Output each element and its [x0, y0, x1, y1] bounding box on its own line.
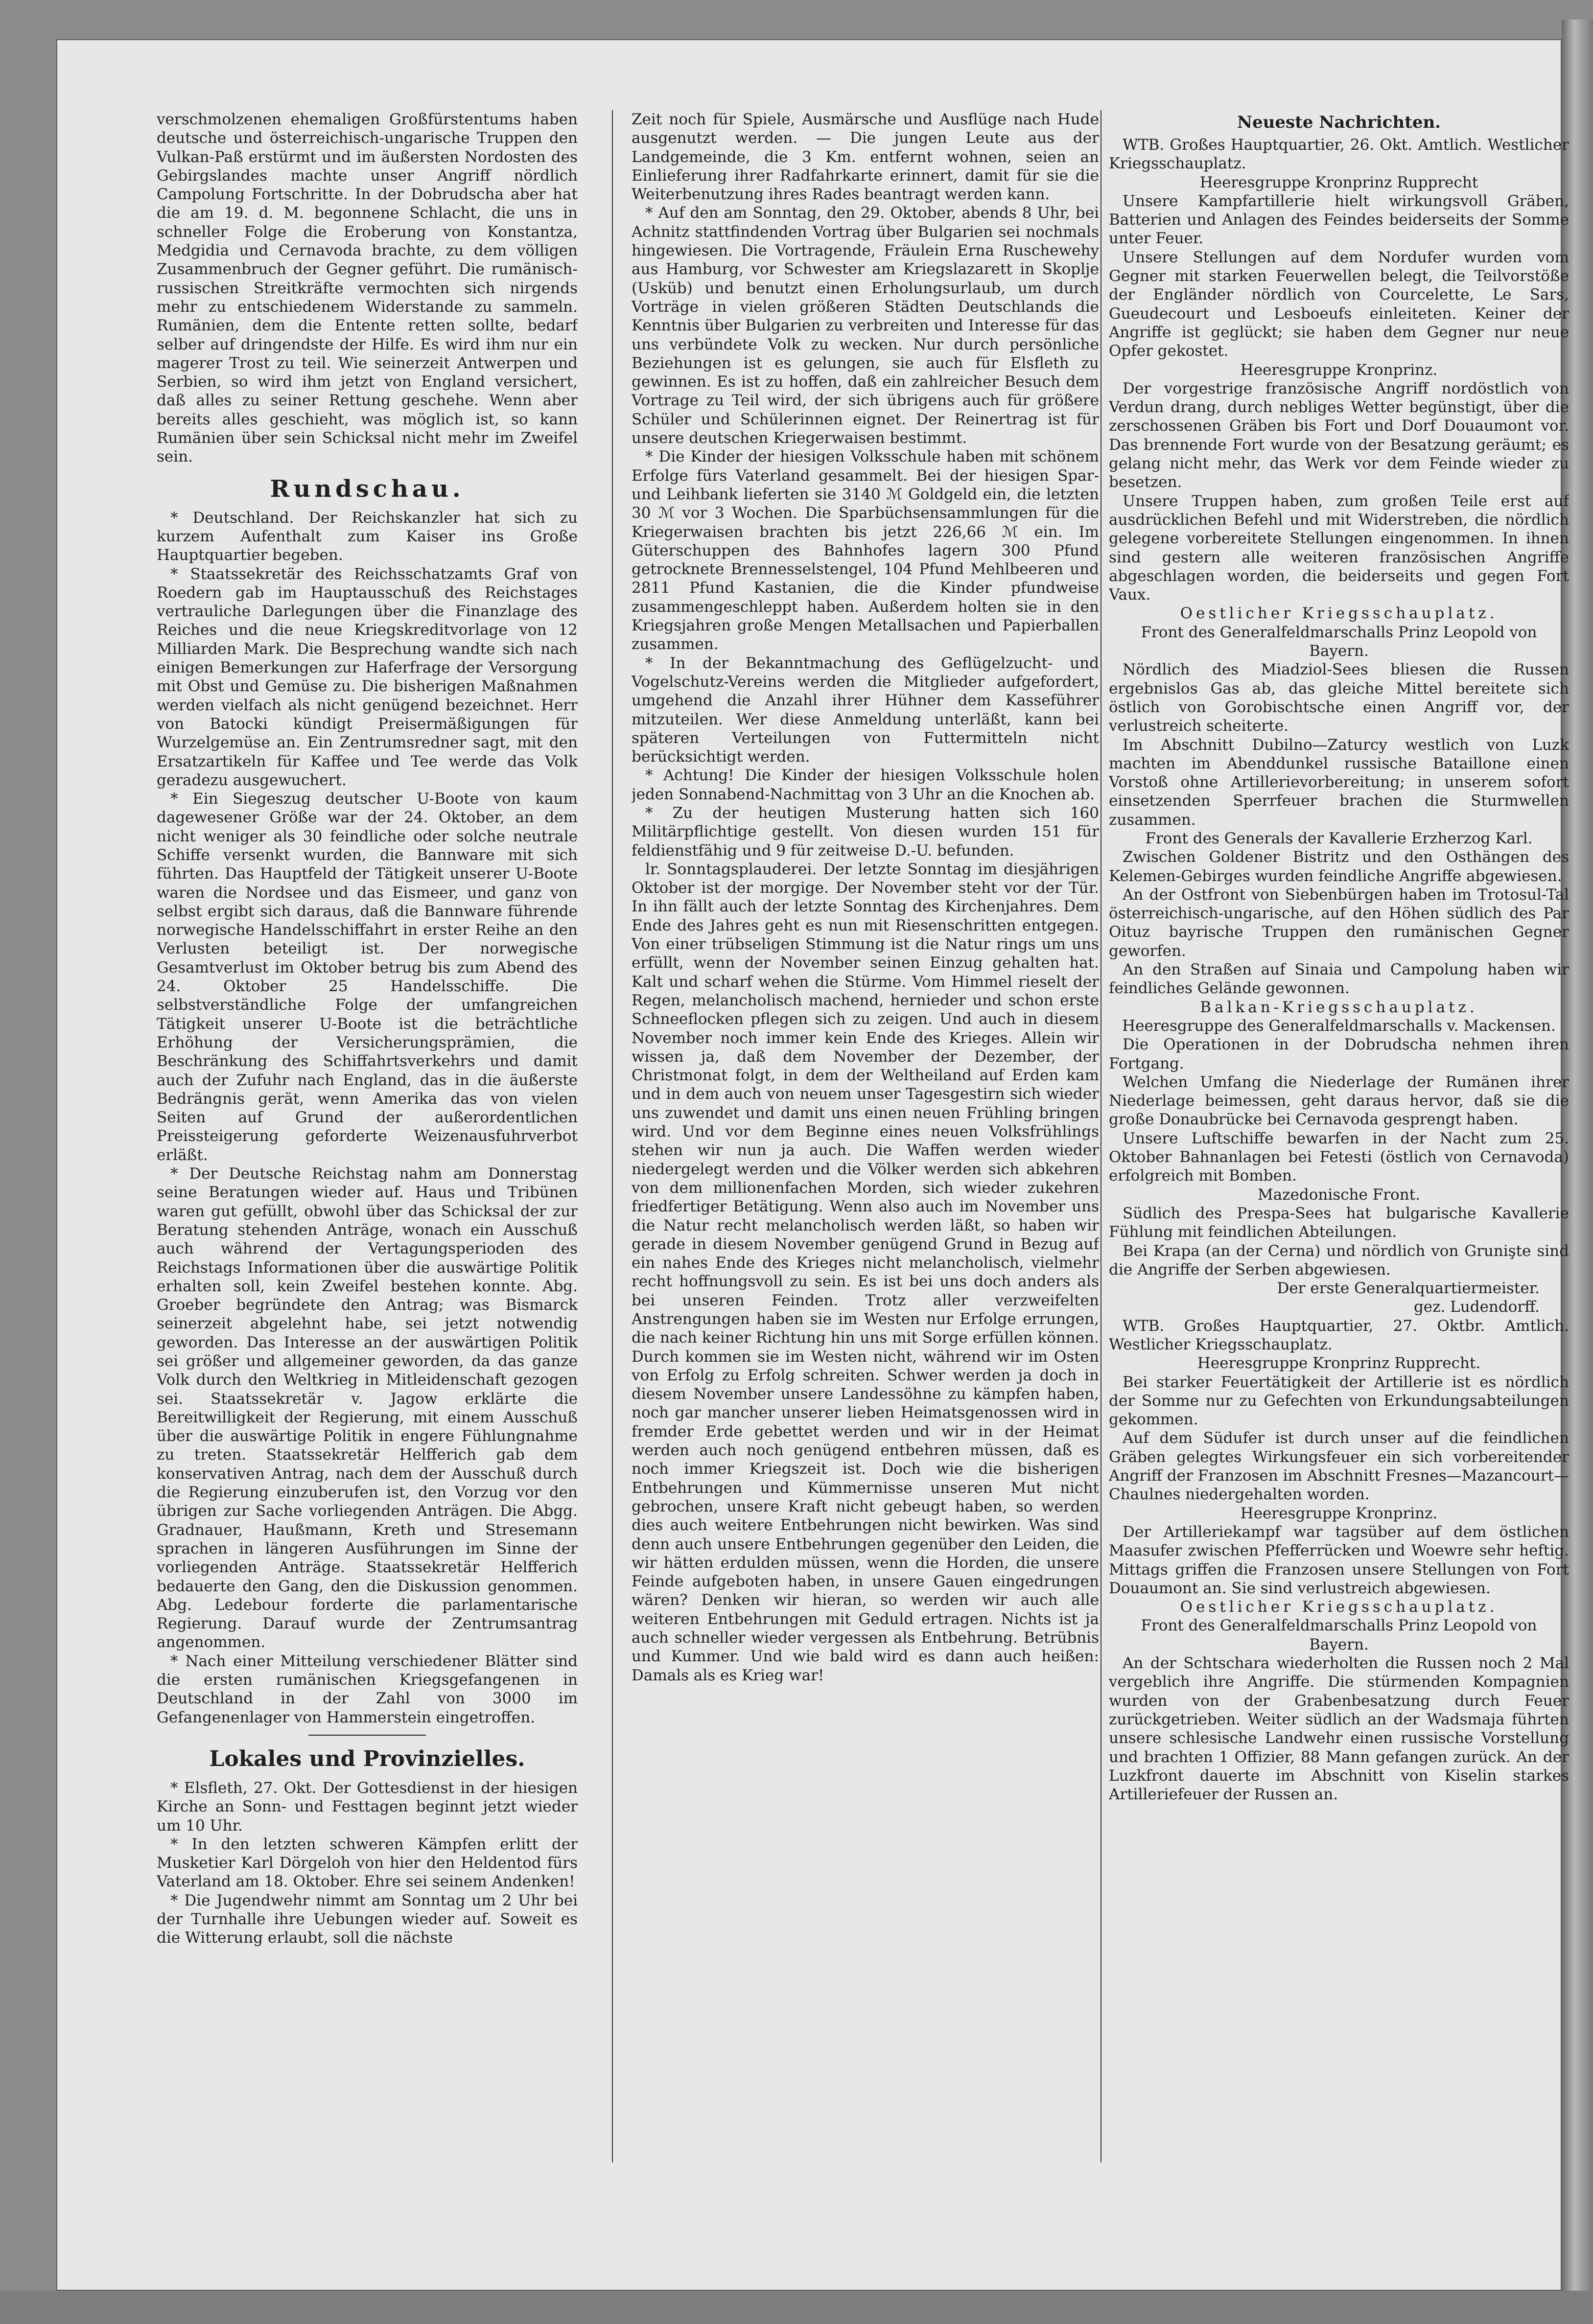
article-paragraph: Der vorgestrige französische Angriff nordöstlich von Verdun drang, durch nebliges Wetter begünstigt, über die zerschossenen Gräben bis Fort und Dorf Douaumont vor. Das brennende Fort wurde von der Besatzung geräumt; es gelang nicht mehr, das Werk vor dem Feinde wieder zu besetzen.: [1109, 379, 1569, 491]
signature-line: gez. Ludendorff.: [1413, 1298, 1540, 1316]
article-paragraph: Unsere Kampfartillerie hielt wirkungsvoll Gräben, Batterien und Anlagen des Feindes beiderseits der Somme unter Feuer.: [1109, 192, 1569, 248]
column-middle: [632, 110, 1099, 2162]
article-paragraph: Zwischen Goldener Bistritz und den Osthängen des Kelemen-Gebirges wurden feindliche Angriffe abgewiesen.: [1109, 848, 1569, 885]
column-rule: [612, 110, 613, 2162]
report-subheading: Front des Generalfeldmarschalls Prinz Leopold von Bayern.: [1141, 1617, 1537, 1653]
report-subheading: Oestlicher Kriegsschauplatz.: [1180, 604, 1498, 623]
article-paragraph: Bei starker Feuertätigkeit der Artillerie ist es nördlich der Somme nur zu Gefechten von Erkundungsabteilungen gekommen.: [1109, 1373, 1569, 1429]
column-left: [157, 110, 578, 2162]
report-subheading: Front des Generalfeldmarschalls Prinz Leopold von Bayern.: [1141, 623, 1537, 660]
article-paragraph: * In den letzten schweren Kämpfen erlitt der Musketier Karl Dörgeloh von hier den Heldentod fürs Vaterland am 18. Oktober. Ehre sei seinem Andenken!: [157, 1835, 578, 1891]
article-paragraph: An der Ostfront von Siebenbürgen haben im Trotosul-Tal österreichisch-ungarische, auf den Höhen südlich des Par Oituz bayrische Truppen den rumänischen Gegner geworfen.: [1109, 885, 1569, 960]
article-paragraph: * Auf den am Sonntag, den 29. Oktober, abends 8 Uhr, bei Achnitz stattfindenden Vortrag über Bulgarien sei nochmals hingewiesen. Die Vortragende, Fräulein Erna Ruschewehy aus Hamburg, vor Schwester am Kriegslazarett in Skoplje (Usküb) und benutzt einen Erholungsurlaub, um durch Vorträge in vielen größeren Städten Deutschlands die Kenntnis über Bulgarien zu verbreiten und Interesse für das uns verbündete Volk zu wecken. Nur durch persönliche Beziehungen ist es gelungen, sie auch für Elsfleth zu gewinnen. Es ist zu hoffen, daß ein zahlreicher Besuch dem Vortrage zu Teil wird, der sich übrigens auch für größere Schüler und Schülerinnen eignet. Der Reinertrag ist für unsere deutschen Kriegerwaisen bestimmt.: [632, 204, 1099, 447]
article-paragraph: An der Schtschara wiederholten die Russen noch 2 Mal vergeblich ihre Angriffe. Die stürmenden Kompagnien wurden von der Grabenbesatzung durch Feuer zurückgetrieben. Weiter südlich an der Wadsmaja führten unsere schlesische Landwehr einen russische Vorstellung und brachten 1 Offizier, 88 Mann gefangen zurück. An der Luzkfront dauerte im Abschnitt von Kiselin starkes Artilleriefeuer der Russen an.: [1109, 1654, 1569, 1804]
article-paragraph: * Die Kinder der hiesigen Volksschule haben mit schönem Erfolge fürs Vaterland gesammelt. Bei der hiesigen Spar- und Leihbank lieferten sie 3140 ℳ Goldgeld ein, die letzten 30 ℳ vor 3 Wochen. Die Sparbüchsensammlungen für die Kriegerwaisen brachten bis jetzt 226,66 ℳ ein. Im Güterschuppen des Bahnhofes lagern 300 Pfund getrocknete Brennesselstengel, 104 Pfund Mehlbeeren und 2811 Pfund Kastanien, die die Kinder pfundweise zusammengeschleppt haben. Außerdem holten sie in den Kriegsjahren große Mengen Metallsachen und Papierballen zusammen.: [632, 448, 1099, 653]
article-paragraph: Auf dem Südufer ist durch unser auf die feindlichen Gräben gelegtes Wirkungsfeuer ein sich vorbereitender Angriff der Franzosen im Abschnitt Fresnes—Mazancourt—Chaulnes niedergehalten worden.: [1109, 1429, 1569, 1504]
article-paragraph: Der Artilleriekampf war tagsüber auf dem östlichen Maasufer zwischen Pfefferrücken und Woewre sehr heftig. Mittags griffen die Franzosen unsere Stellungen von Fort Douaumont an. Sie sind verlustreich abgewiesen.: [1109, 1523, 1569, 1597]
article-paragraph: * Staatssekretär des Reichsschatzamts Graf von Roedern gab im Hauptausschuß des Reichstages vertrauliche Darlegungen über die Finanzlage des Reiches und die neue Kriegskreditvorlage von 12 Milliarden Mark. Die Besprechung wandte sich nach einigen Bemerkungen zur Haferfrage der Versorgung mit Obst und Gemüse zu. Die bisherigen Maßnahmen werden vielfach als nicht genügend bezeichnet. Herr von Batocki kündigt Preisermäßigungen für Wurzelgemüse an. Ein Zentrumsredner sagt, mit den Ersatzartikeln für Kaffee und Tee werde das Volk geradezu ausgewuchert.: [157, 565, 578, 789]
article-paragraph: * Achtung! Die Kinder der hiesigen Volksschule holen jeden Sonnabend-Nachmittag von 3 Uhr an die Knochen ab.: [632, 767, 1099, 803]
article-paragraph: * Elsfleth, 27. Okt. Der Gottesdienst in der hiesigen Kirche an Sonn- und Festtagen beginnt jetzt wieder um 10 Uhr.: [157, 1779, 578, 1835]
article-paragraph: Unsere Truppen haben, zum großen Teile erst auf ausdrücklichen Befehl und mit Widerstreben, die nördlich gelegene vorbereitete Stellungen eingenommen. In ihnen sind gestern alle weiteren französischen Angriffe abgeschlagen worden, die beiderseits und gegen Fort Vaux.: [1109, 492, 1569, 604]
section-heading: Lokales und Provinzielles.: [209, 1746, 525, 1771]
article-paragraph: * In der Bekanntmachung des Geflügelzucht- und Vogelschutz-Vereins werden die Mitglieder aufgefordert, umgehend die Anzahl ihrer Hühner dem Kasseführer mitzuteilen. Wer diese Anmeldung unterläßt, kann bei späteren Verteilungen von Futtermitteln nicht berücksichtigt werden.: [632, 654, 1099, 766]
article-paragraph: An den Straßen auf Sinaia und Campolung haben wir feindliches Gelände gewonnen.: [1109, 961, 1569, 998]
article-paragraph: Im Abschnitt Dubilno—Zaturcy westlich von Luzk machten im Abenddunkel russische Bataillone einen Vorstoß ohne Artillerievorbereitung; in unserem sofort einsetzenden Sperrfeuer brachen die Sturmwellen zusammen.: [1109, 736, 1569, 829]
section-heading: Rundschau.: [270, 475, 465, 503]
article-paragraph: Nördlich des Miadziol-Sees bliesen die Russen ergebnislos Gas ab, das gleiche Mittel bereitete sich östlich von Gorobischtsche einen Angriff vor, der verlustreich scheiterte.: [1109, 661, 1569, 735]
article-paragraph: Bei Krapa (an der Cerna) und nördlich von Grunişte sind die Angriffe der Serben abgewiesen.: [1109, 1242, 1569, 1278]
report-dateline: WTB. Großes Hauptquartier, 27. Oktbr. Amtlich. Westlicher Kriegsschauplatz.: [1109, 1317, 1569, 1353]
section-heading: Neueste Nachrichten.: [1237, 113, 1441, 132]
article-paragraph: * Die Jugendwehr nimmt am Sonntag um 2 Uhr bei der Turnhalle ihre Uebungen wieder auf. Soweit es die Witterung erlaubt, soll die nächste: [157, 1891, 578, 1947]
article-paragraph: lr. Sonntagsplauderei. Der letzte Sonntag im diesjährigen Oktober ist der morgige. Der November steht vor der Tür. In ihn fällt auch der letzte Sonntag des Kirchenjahres. Dem Ende des Jahres geht es nun mit Riesenschritten entgegen. Von einer trübseligen Stimmung ist die Natur rings um uns erfüllt, wenn der November seinen Einzug gehalten hat. Kalt und scharf wehen die Stürme. Vom Himmel rieselt der Regen, melancholisch machend, hernieder und schon erste Schneeflocken pflegen sich zu zeigen. Und auch in diesem November noch immer kein Ende des Krieges. Allein wir wissen ja, daß dem November der Dezember, der Christmonat folgt, in dem der Weltheiland auf Erden kam und in dem auch von neuem unser Tagesgestirn sich wieder uns zuwendet und damit uns einen neuen Frühling bringen wird. Und vor dem Beginne eines neuen Volksfrühlings stehen wir nun ja auch. Die Waffen werden wieder niedergelegt werden und die Völker werden sich abkehren von dem millionenfachen Morden, sich wieder zukehren friedfertiger Betätigung. Wenn also auch im November uns die Natur recht melancholisch werden läßt, so haben wir gerade in diesem November genügend Grund in Bezug auf ein nahes Ende des Krieges nicht melancholisch, vielmehr recht hoffnungsvoll zu sein. Es ist bei uns doch anders als bei unseren Feinden. Trotz aller verzweifelten Anstrengungen haben sie im Westen nur Erfolge errungen, die nach keiner Richtung hin uns mit Sorge erfüllen können. Durch kommen sie im Westen nicht, während wir im Osten von Erfolg zu Erfolg schreiten. Schwer werden ja doch in diesem November unsere Landessöhne zu kämpfen haben, noch gar mancher unserer lieben Heimatsgenossen wird in fremder Erde gebettet werden und wir in der Heimat werden auch noch genügend entbehren müssen, daß es noch immer Kriegszeit ist. Doch wie die bisherigen Entbehrungen und Kümmernisse unseren Mut nicht gebrochen, unsere Kraft nicht gebeugt haben, so werden dies auch weitere Entbehrungen nicht bewirken. Was sind denn auch unsere Entbehrungen gegenüber den Leiden, die wir hätten erdulden müssen, wenn die Horden, die unsere Feinde aufgeboten haben, in unsere Gauen eingedrungen wären? Denken wir hieran, so werden wir auch alle weiteren Entbehrungen mit Geduld ertragen. Nichts ist ja auch schneller wieder vergessen als Entbehrung. Betrübnis und Kummer. Und wie bald wird es dann auch heißen: Damals als es Krieg war!: [632, 860, 1099, 1684]
column-right: [1109, 110, 1569, 2162]
report-subheading: Heeresgruppe Kronprinz Rupprecht.: [1197, 1354, 1481, 1372]
article-paragraph: Unsere Luftschiffe bewarfen in der Nacht zum 25. Oktober Bahnanlagen bei Fetesti (östlich von Cernavoda) erfolgreich mit Bomben.: [1109, 1129, 1569, 1185]
article-paragraph: Südlich des Prespa-Sees hat bulgarische Kavallerie Fühlung mit feindlichen Abteilungen.: [1109, 1204, 1569, 1241]
page-bottom-edge: [0, 2291, 1593, 2324]
report-subheading: Mazedonische Front.: [1258, 1185, 1420, 1204]
report-subheading: Heeresgruppe Kronprinz Rupprecht: [1199, 173, 1478, 191]
report-subheading: Heeresgruppe Kronprinz.: [1240, 1504, 1438, 1522]
report-subheading: Balkan-Kriegsschauplatz.: [1200, 998, 1478, 1016]
section-divider: [308, 1735, 426, 1736]
article-paragraph: verschmolzenen ehemaligen Großfürstentums haben deutsche und österreichisch-ungarische Truppen den Vulkan-Paß erstürmt und im äußersten Nordosten des Gebirgslandes machte unser Angriff nördlich Campolung Fortschritte. In der Dobrudscha aber hat die am 19. d. M. begonnene Schlacht, die uns in schneller Folge die Eroberung von Konstantza, Medgidia und Cernavoda brachte, zu dem völligen Zusammenbruch der Gegner geführt. Die rumänisch-russischen Streitkräfte vermochten sich nirgends mehr zu entschiedenem Widerstande zu sammeln. Rumänien, dem die Entente retten sollte, bedarf selber auf dringendste der Hilfe. Es wird ihm nur ein magerer Trost zu teil. Wie seinerzeit Antwerpen und Serbien, so wird ihm jetzt von England versichert, daß alles zu seiner Rettung geschehe. Wenn aber bereits alles geschieht, was möglich ist, so kann Rumänien über sein Schicksal nicht mehr im Zweifel sein.: [157, 111, 578, 466]
article-paragraph: Die Operationen in der Dobrudscha nehmen ihren Fortgang.: [1109, 1036, 1569, 1072]
article-paragraph: Unsere Stellungen auf dem Nordufer wurden vom Gegner mit starken Feuerwellen belegt, die Teilvorstöße der Engländer nördlich von Courcelette, Le Sars, Gueudecourt und Lesboeufs einleiteten. Keiner der Angriffe ist geglückt; sie haben dem Gegner nur neue Opfer gekostet.: [1109, 248, 1569, 360]
report-subheading: Heeresgruppe Kronprinz.: [1240, 361, 1438, 379]
article-paragraph: * Der Deutsche Reichstag nahm am Donnerstag seine Beratungen wieder auf. Haus und Tribünen waren gut gefüllt, obwohl über das Schicksal der zur Beratung stehenden Anträge, wonach ein Ausschuß auch während der Vertagungsperioden des Reichstags Informationen über die auswärtige Politik erhalten soll, kein Zweifel bestehen konnte. Abg. Groeber begründete den Antrag; was Bismarck seinerzeit abgelehnt habe, sei jetzt notwendig geworden. Das Interesse an der auswärtigen Politik sei größer und allgemeiner geworden, da das ganze Volk durch den Weltkrieg in Mitleidenschaft gezogen sei. Staatssekretär v. Jagow erklärte die Bereitwilligkeit der Regierung, mit einem Ausschuß über die auswärtige Politik in engere Fühlungnahme zu treten. Staatssekretär Helfferich gab dem konservativen Antrag, nach dem der Ausschuß durch die Regierung einzuberufen ist, den Vorzug vor den übrigen zur Sache vorliegenden Anträgen. Die Abgg. Gradnauer, Haußmann, Kreth und Stresemann sprachen in längeren Ausführungen im Sinne der vorliegenden Anträge. Staatssekretär Helfferich bedauerte den Gang, den die Diskussion genommen. Abg. Ledebour forderte die parlamentarische Regierung. Darauf wurde der Zentrumsantrag angenommen.: [157, 1165, 578, 1651]
report-subheading: Oestlicher Kriegsschauplatz.: [1180, 1598, 1498, 1616]
signature-line: Der erste Generalquartiermeister.: [1277, 1279, 1540, 1298]
article-paragraph: Zeit noch für Spiele, Ausmärsche und Ausflüge nach Hude ausgenutzt werden. — Die jungen Leute aus der Landgemeinde, die 3 Km. entfernt wohnen, seien an Einlieferung ihrer Radfahrkarte erinnert, damit für sie die Weiterbenutzung ihres Rades beantragt werden kann.: [632, 111, 1099, 204]
article-paragraph: * Nach einer Mitteilung verschiedener Blätter sind die ersten rumänischen Kriegsgefangenen in Deutschland in der Zahl von 3000 im Gefangenenlager von Hammerstein eingetroffen.: [157, 1652, 578, 1726]
article-paragraph: * Deutschland. Der Reichskanzler hat sich zu kurzem Aufenthalt zum Kaiser ins Große Hauptquartier begeben.: [157, 509, 578, 564]
report-dateline: WTB. Großes Hauptquartier, 26. Okt. Amtlich. Westlicher Kriegsschauplatz.: [1109, 136, 1569, 173]
report-subheading: Front des Generals der Kavallerie Erzherzog Karl.: [1145, 829, 1533, 847]
article-paragraph: Welchen Umfang die Niederlage der Rumänen ihrer Niederlage beimessen, geht daraus hervor, daß sie die große Donaubrücke bei Cernavoda gesprengt haben.: [1109, 1073, 1569, 1129]
article-paragraph: * Ein Siegeszug deutscher U-Boote von kaum dagewesener Größe war der 24. Oktober, an dem nicht weniger als 30 feindliche oder solche neutrale Schiffe versenkt wurden, die Bannware mit sich führten. Das Hauptfeld der Tätigkeit unserer U-Boote waren die Nordsee und das Eismeer, und ganz von selbst ergibt sich daraus, daß die Bannware führende norwegische Handelsschiffahrt in erster Reihe an den Verlusten beteiligt ist. Der norwegische Gesamtverlust im Oktober betrug bis zum Abend des 24. Oktober 25 Handelsschiffe. Die selbstverständliche Folge der umfangreichen Tätigkeit unserer U-Boote ist die beträchtliche Erhöhung der Versicherungsprämien, die Beschränkung des Schiffahrtsverkehrs und damit auch der Zufuhr nach England, das in die äußerste Bedrängnis gerät, wenn Amerika das von vielen Seiten auf Grund der außerordentlichen Preissteigerung geforderte Weizenausfuhrverbot erläßt.: [157, 790, 578, 1164]
article-paragraph: * Zu der heutigen Musterung hatten sich 160 Militärpflichtige gestellt. Von diesen wurden 151 für feldienstfähig und 9 für zeitweise D.-U. befunden.: [632, 804, 1099, 860]
report-subheading: Heeresgruppe des Generalfeldmarschalls v. Mackensen.: [1122, 1017, 1556, 1035]
